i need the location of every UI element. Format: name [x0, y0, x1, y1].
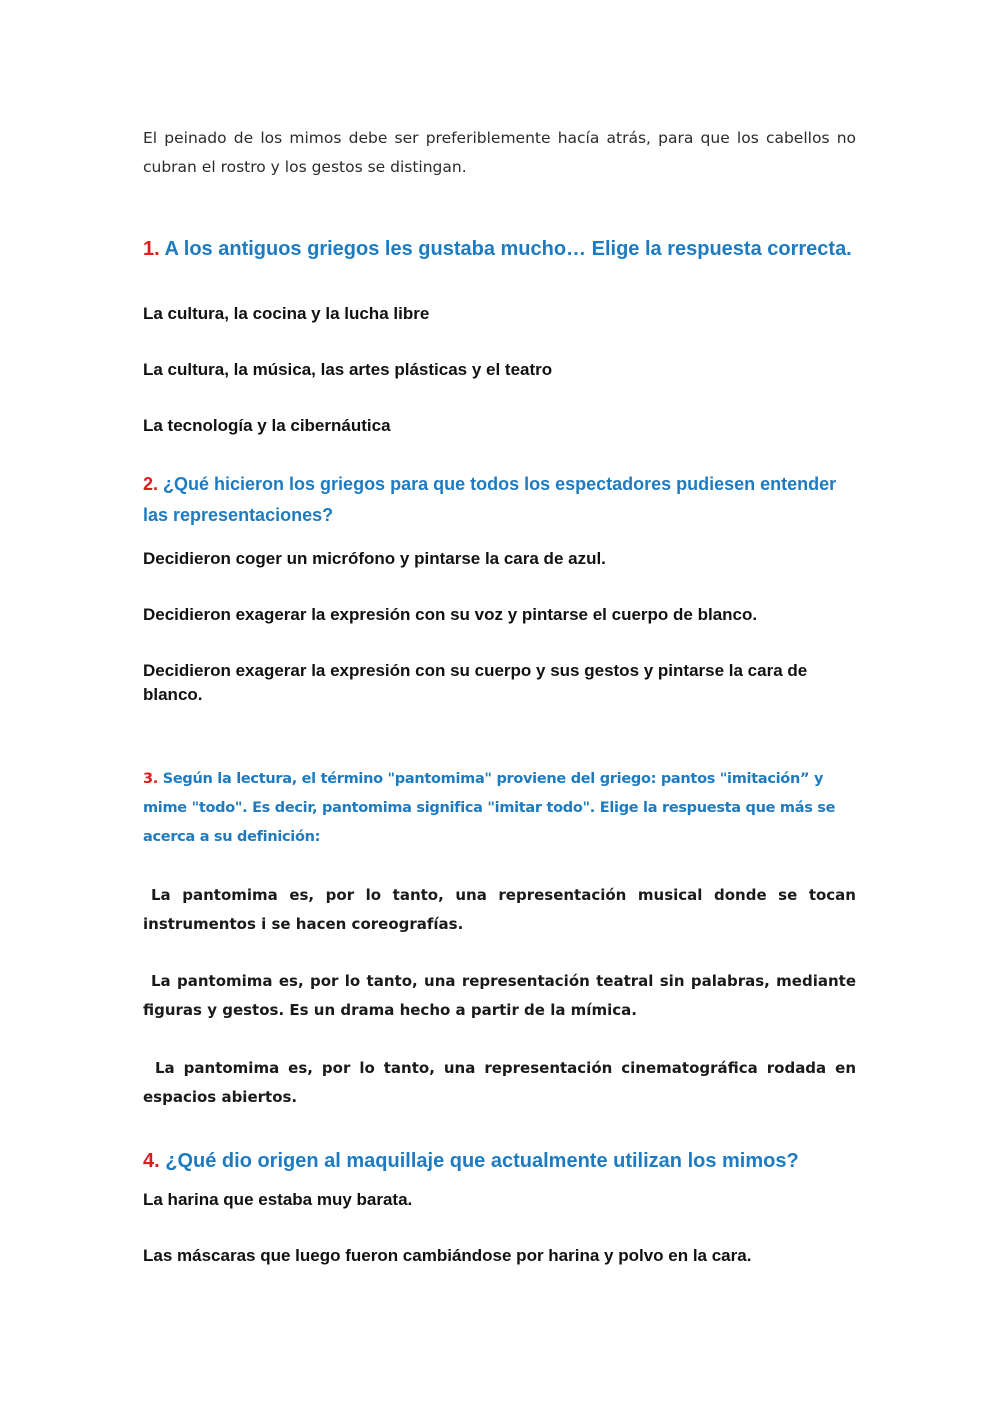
question-number: 4.: [143, 1150, 160, 1172]
question-number: 1.: [143, 238, 160, 260]
question-number: 3.: [143, 771, 158, 787]
answer-option[interactable]: Decidieron exagerar la expresión con su voz y pintarse el cuerpo de blanco.: [143, 605, 758, 624]
answer-text: La pantomima es, por lo tanto, una representación teatral sin palabras, mediante figuras y gestos. Es un drama hecho a partir de la mímica.: [143, 972, 856, 1019]
answer-option[interactable]: Decidieron coger un micrófono y pintarse la cara de azul.: [143, 549, 606, 568]
question-text: A los antiguos griegos les gustaba mucho… Elige la respuesta correcta.: [164, 238, 852, 260]
answer-option[interactable]: [143, 1054, 856, 1112]
question-text: ¿Qué dio origen al maquillaje que actualmente utilizan los mimos?: [165, 1150, 799, 1172]
answer-option[interactable]: La harina que estaba muy barata.: [143, 1190, 413, 1209]
answer-text: La pantomima es, por lo tanto, una representación musical donde se tocan instrumentos i se hacen coreografías.: [143, 886, 856, 933]
answer-option[interactable]: [143, 881, 856, 939]
answer-text: La pantomima es, por lo tanto, una representación cinematográfica rodada en espacios abiertos.: [143, 1059, 856, 1106]
answer-option[interactable]: Las máscaras que luego fueron cambiándose por harina y polvo en la cara.: [143, 1246, 752, 1265]
answer-option[interactable]: La cultura, la música, las artes plásticas y el teatro: [143, 360, 553, 379]
question-4: [143, 1148, 863, 1174]
question-text: Según la lectura, el término "pantomima" proviene del griego: pantos "imitación” y mime "todo". Es decir, pantomima significa "imitar todo". Elige la respuesta que más se acerca a su definición:: [143, 771, 836, 845]
question-2: [143, 469, 863, 531]
question-1: [143, 235, 863, 263]
intro-paragraph: El peinado de los mimos debe ser preferiblemente hacía atrás, para que los cabellos no cubran el rostro y los gestos se distingan.: [143, 129, 856, 176]
answer-option[interactable]: La tecnología y la cibernáutica: [143, 416, 391, 435]
question-number: 2.: [143, 474, 159, 494]
question-3: [143, 765, 858, 852]
answer-option[interactable]: Decidieron exagerar la expresión con su cuerpo y sus gestos y pintarse la cara de blanco.: [143, 661, 808, 704]
answer-option[interactable]: La cultura, la cocina y la lucha libre: [143, 304, 430, 323]
question-text: ¿Qué hicieron los griegos para que todos los espectadores pudiesen entender las representaciones?: [143, 474, 837, 525]
answer-option[interactable]: [143, 967, 856, 1025]
